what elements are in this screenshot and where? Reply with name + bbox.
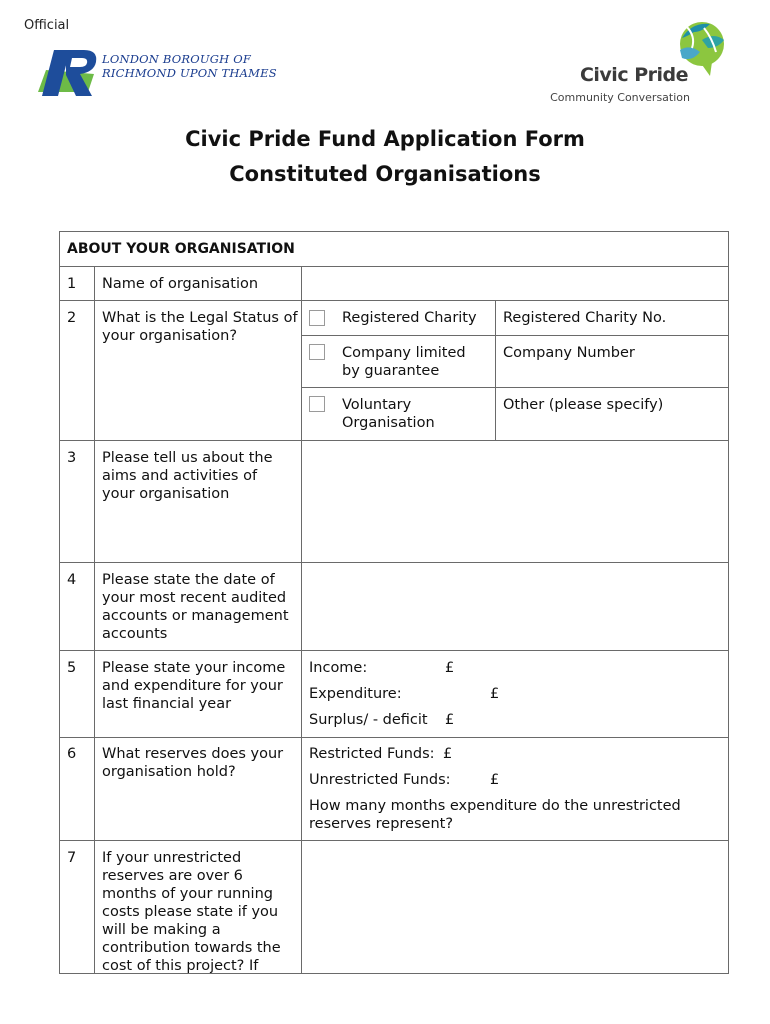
section-heading: ABOUT YOUR ORGANISATION xyxy=(67,241,295,257)
option-label: Registered Charity xyxy=(342,310,477,326)
row-number: 2 xyxy=(67,310,77,326)
question-label: Name of organisation xyxy=(102,276,259,292)
option-detail-divider xyxy=(495,300,496,440)
voluntary-organisation-checkbox[interactable] xyxy=(309,396,325,412)
row-number: 1 xyxy=(67,276,77,292)
question-label: If your unrestricted reserves are over 6 months of your running costs please state if you will be making a contribution towards the cost of this project? If xyxy=(102,850,281,974)
classification-label: Official xyxy=(24,18,70,33)
reserves-months-question: How many months expenditure do the unrestricted reserves represent? xyxy=(309,798,681,832)
option-detail-label[interactable]: Other (please specify) xyxy=(503,397,664,413)
company-limited-checkbox[interactable] xyxy=(309,344,325,360)
row-number: 4 xyxy=(67,572,77,588)
unrestricted-funds-label: Unrestricted Funds: xyxy=(309,772,451,788)
row-number: 6 xyxy=(67,746,77,762)
surplus-currency[interactable]: £ xyxy=(445,712,455,728)
about-organisation-table xyxy=(59,231,729,974)
income-currency[interactable]: £ xyxy=(445,660,455,676)
council-r-logo-icon xyxy=(36,44,100,98)
row-divider xyxy=(59,300,729,301)
question-label: Please tell us about the aims and activities of your organisation xyxy=(102,450,273,502)
form-subtitle: Constituted Organisations xyxy=(229,162,541,186)
row-number: 5 xyxy=(67,660,77,676)
civic-pride-subtitle: Community Conversation xyxy=(550,91,690,104)
council-name-line1: LONDON BOROUGH OF xyxy=(102,52,252,66)
num-col-divider xyxy=(94,266,95,974)
table-border-right xyxy=(728,231,729,974)
table-border-left xyxy=(59,231,60,974)
option-label: Voluntary Organisation xyxy=(342,397,435,431)
organisation-name-field[interactable] xyxy=(302,267,728,300)
restricted-funds-label: Restricted Funds: xyxy=(309,746,435,762)
surplus-label: Surplus/ - deficit xyxy=(309,712,428,728)
council-name xyxy=(102,52,277,80)
row-divider xyxy=(59,650,729,651)
question-label: What is the Legal Status of your organisation? xyxy=(102,310,298,344)
reserves-contribution-field[interactable] xyxy=(302,841,728,973)
table-border-top xyxy=(59,231,729,232)
accounts-date-field[interactable] xyxy=(302,563,728,650)
row-number: 3 xyxy=(67,450,77,466)
income-label: Income: xyxy=(309,660,368,676)
council-name-line2: RICHMOND UPON THAMES xyxy=(102,66,277,80)
registered-charity-checkbox[interactable] xyxy=(309,310,325,326)
question-label: What reserves does your organisation hold? xyxy=(102,746,284,780)
unrestricted-funds-currency[interactable]: £ xyxy=(490,772,500,788)
option-detail-label[interactable]: Company Number xyxy=(503,345,635,361)
expenditure-label: Expenditure: xyxy=(309,686,402,702)
question-label: Please state your income and expenditure for your last financial year xyxy=(102,660,286,712)
option-detail-label[interactable]: Registered Charity No. xyxy=(503,310,667,326)
row-number: 7 xyxy=(67,850,77,866)
question-label: Please state the date of your most recent audited accounts or management accounts xyxy=(102,572,289,642)
civic-pride-logo xyxy=(548,18,748,110)
restricted-funds-currency[interactable]: £ xyxy=(443,746,453,762)
option-divider xyxy=(301,387,729,388)
form-title: Civic Pride Fund Application Form xyxy=(185,127,585,151)
council-logo xyxy=(36,44,277,98)
expenditure-currency[interactable]: £ xyxy=(490,686,500,702)
aims-activities-field[interactable] xyxy=(302,441,728,562)
civic-pride-title: Civic Pride xyxy=(579,64,688,86)
row-divider xyxy=(59,737,729,738)
option-label: Company limited by guarantee xyxy=(342,345,466,379)
option-divider xyxy=(301,335,729,336)
